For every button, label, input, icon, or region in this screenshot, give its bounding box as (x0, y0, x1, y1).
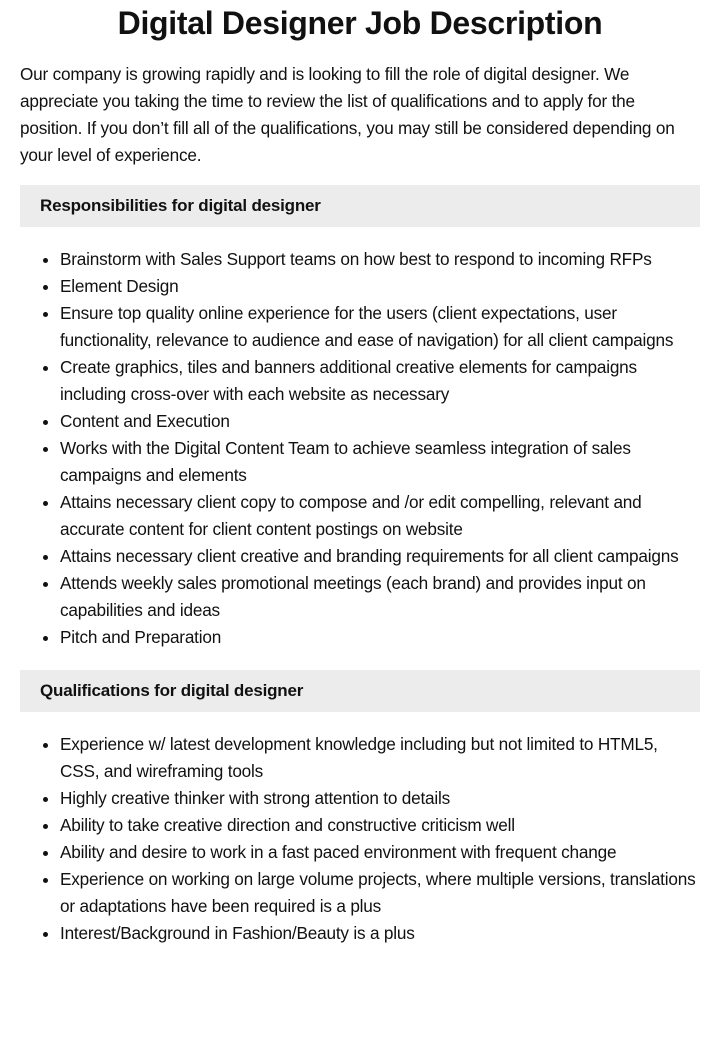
responsibilities-section (20, 185, 700, 651)
list-item: Attains necessary client creative and branding requirements for all client campaigns (60, 543, 700, 570)
list-item: Interest/Background in Fashion/Beauty is a plus (60, 920, 700, 947)
qualifications-list (20, 731, 700, 947)
list-item: Pitch and Preparation (60, 624, 700, 651)
list-item: Ability to take creative direction and constructive criticism well (60, 812, 700, 839)
responsibilities-heading: Responsibilities for digital designer (20, 185, 700, 227)
list-item: Create graphics, tiles and banners additional creative elements for campaigns including cross-over with each website as necessary (60, 354, 700, 408)
qualifications-heading: Qualifications for digital designer (20, 670, 700, 712)
list-item: Attains necessary client copy to compose and /or edit compelling, relevant and accurate content for client content postings on website (60, 489, 700, 543)
list-item: Highly creative thinker with strong attention to details (60, 785, 700, 812)
qualifications-section (20, 670, 700, 947)
list-item: Works with the Digital Content Team to achieve seamless integration of sales campaigns and elements (60, 435, 700, 489)
list-item: Experience on working on large volume projects, where multiple versions, translations or adaptations have been required is a plus (60, 866, 700, 920)
list-item: Ensure top quality online experience for the users (client expectations, user functionality, relevance to audience and ease of navigation) for all client campaigns (60, 300, 700, 354)
page-title: Digital Designer Job Description (117, 5, 603, 41)
list-item: Attends weekly sales promotional meetings (each brand) and provides input on capabilities and ideas (60, 570, 700, 624)
list-item: Content and Execution (60, 408, 700, 435)
list-item: Experience w/ latest development knowledge including but not limited to HTML5, CSS, and wireframing tools (60, 731, 700, 785)
intro-paragraph: Our company is growing rapidly and is looking to fill the role of digital designer. We appreciate you taking the time to review the list of qualifications and to apply for the position. If you don’t fill all of the qualifications, you may still be considered depending on your level of experience. (20, 64, 675, 165)
list-item: Element Design (60, 273, 700, 300)
list-item: Brainstorm with Sales Support teams on how best to respond to incoming RFPs (60, 246, 700, 273)
list-item: Ability and desire to work in a fast paced environment with frequent change (60, 839, 700, 866)
responsibilities-list (20, 246, 700, 651)
